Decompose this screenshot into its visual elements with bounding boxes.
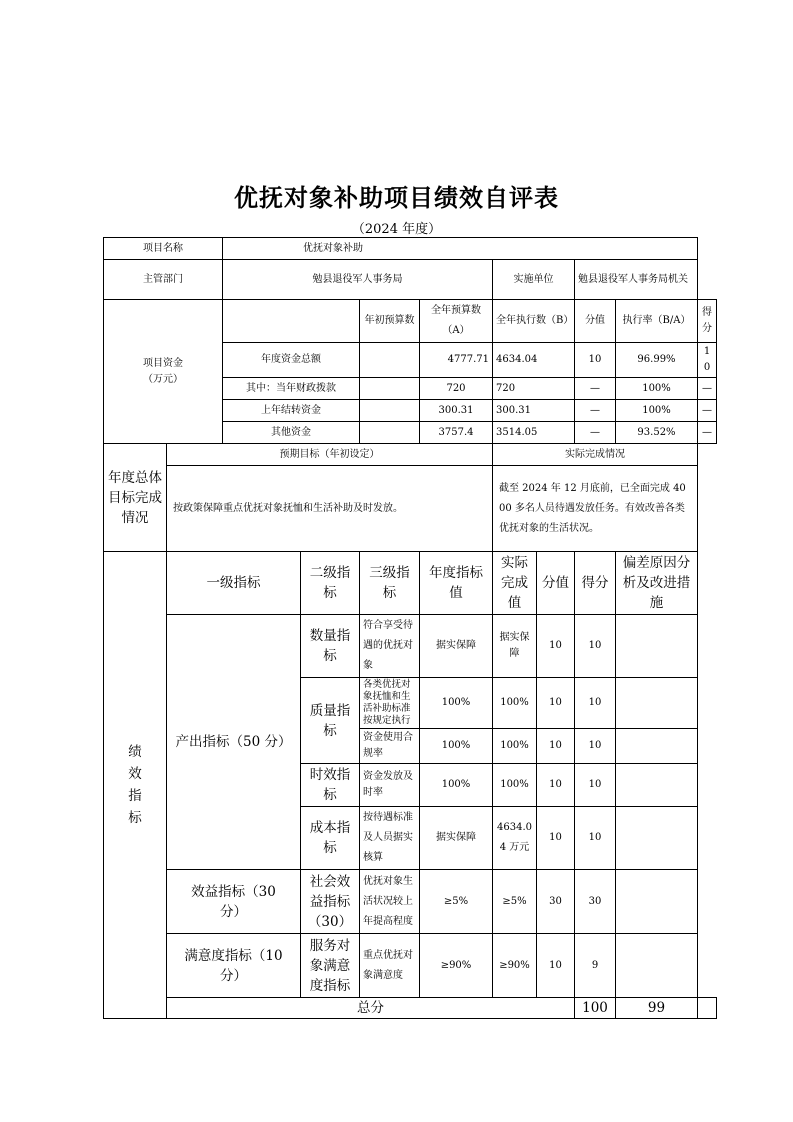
indicator-score-value: 30 (537, 870, 575, 934)
header-initial-budget: 年初预算数 (360, 300, 420, 343)
indicator-deviation (616, 934, 698, 998)
indicator-level2: 数量指标 (301, 615, 360, 678)
fund-row-score: — (698, 400, 717, 422)
fund-row-executed: 720 (493, 378, 575, 400)
header-level2: 二级指标 (301, 552, 360, 615)
benefit-indicator-row (104, 870, 717, 934)
evaluation-table (103, 237, 717, 1019)
indicator-level3: 资金发放及时率 (360, 764, 420, 807)
indicator-level3: 优抚对象生活状况较上年提高程度 (360, 870, 420, 934)
indicator-actual: 100% (493, 678, 537, 729)
indicator-level3: 符合享受待遇的优抚对象 (360, 615, 420, 678)
fund-row-score-value: 10 (575, 343, 616, 378)
indicator-actual: ≥5% (493, 870, 537, 934)
dept-value: 勉县退役军人事务局 (223, 260, 493, 300)
goals-content-row (104, 466, 717, 552)
indicator-score: 10 (575, 764, 616, 807)
fund-row-name: 其中：当年财政拨款 (223, 378, 360, 400)
fund-row-score-value: — (575, 422, 616, 444)
satisfaction-indicator-row (104, 934, 717, 998)
year-subtitle: （2024 年度） (351, 222, 442, 237)
satisfaction-indicator-group: 满意度指标（10 分） (167, 934, 301, 998)
fund-row-score: 10 (698, 343, 717, 378)
page-title: 优抚对象补助项目绩效自评表 (234, 184, 559, 212)
goals-expected-text: 按政策保障重点优抚对象抚恤和生活补助及时发放。 (167, 466, 493, 552)
funds-header-blank (223, 300, 360, 343)
indicator-level2: 时效指标 (301, 764, 360, 807)
indicator-target: 据实保障 (420, 807, 493, 870)
funds-header-row (104, 300, 717, 343)
header-executed: 全年执行数（B） (493, 300, 575, 343)
total-score-value: 100 (575, 998, 616, 1019)
indicator-deviation (616, 615, 698, 678)
indicator-score: 10 (575, 615, 616, 678)
benefit-indicator-group: 效益指标（30 分） (167, 870, 301, 934)
header-deviation: 偏差原因分析及改进措施 (616, 552, 698, 615)
indicator-deviation (616, 678, 698, 729)
indicator-level3: 按待遇标准及人员据实核算 (360, 807, 420, 870)
project-name-label: 项目名称 (104, 238, 223, 260)
fund-row-annual: 720 (420, 378, 493, 400)
fund-row-name: 年度资金总额 (223, 343, 360, 378)
header-annual-target: 年度指标值 (420, 552, 493, 615)
indicator-target: 100% (420, 729, 493, 764)
fund-row-rate: 100% (616, 378, 698, 400)
indicator-deviation (616, 870, 698, 934)
indicator-score: 10 (575, 678, 616, 729)
project-name-value: 优抚对象补助 (223, 238, 698, 260)
indicator-target: 100% (420, 764, 493, 807)
indicator-actual: 4634.04 万元 (493, 807, 537, 870)
indicator-level3: 重点优抚对象满意度 (360, 934, 420, 998)
header-rate: 执行率（B/A） (616, 300, 698, 343)
fund-row-score-value: — (575, 400, 616, 422)
total-row (104, 998, 717, 1019)
indicator-score: 10 (575, 807, 616, 870)
indicator-score-value: 10 (537, 615, 575, 678)
fund-row-annual: 4777.71 (420, 343, 493, 378)
indicator-deviation (616, 729, 698, 764)
goals-header-row (104, 444, 717, 466)
header-annual-budget: 全年预算数（A） (420, 300, 493, 343)
indicator-row (104, 615, 717, 678)
fund-row-initial (360, 343, 420, 378)
header-level1: 一级指标 (167, 552, 301, 615)
fund-row-score: — (698, 422, 717, 444)
indicator-level2: 服务对象满意度指标 (301, 934, 360, 998)
fund-row-executed: 3514.05 (493, 422, 575, 444)
fund-row-rate: 93.52% (616, 422, 698, 444)
header-actual-value: 实际完成值 (493, 552, 537, 615)
project-name-row (104, 238, 717, 260)
fund-row-name: 其他资金 (223, 422, 360, 444)
indicators-label: 绩效指标 (104, 552, 167, 1019)
indicator-score: 10 (575, 729, 616, 764)
indicator-deviation (616, 807, 698, 870)
impl-value: 勉县退役军人事务局机关 (575, 260, 698, 300)
header-score-value: 分值 (575, 300, 616, 343)
goals-expected-header: 预期目标（年初设定） (167, 444, 493, 466)
funds-label-line1: 项目资金 (143, 357, 183, 369)
funds-label-line2: （万元） (143, 373, 183, 385)
header-score: 得分 (698, 300, 717, 343)
fund-row-initial (360, 400, 420, 422)
fund-row-annual: 3757.4 (420, 422, 493, 444)
header-level3: 三级指标 (360, 552, 420, 615)
impl-label: 实施单位 (493, 260, 575, 300)
fund-row-initial (360, 378, 420, 400)
goals-actual-text: 截至 2024 年 12 月底前，已全面完成 4000 多名人员待遇发放任务。有效改善各类优抚对象的生活状况。 (493, 466, 698, 552)
total-deviation (698, 998, 717, 1019)
header-score: 得分 (575, 552, 616, 615)
department-row (104, 260, 717, 300)
indicator-target: ≥5% (420, 870, 493, 934)
fund-row-score: — (698, 378, 717, 400)
fund-row-annual: 300.31 (420, 400, 493, 422)
output-indicator-group: 产出指标（50 分） (167, 615, 301, 870)
total-label: 总分 (167, 998, 575, 1019)
fund-row-initial (360, 422, 420, 444)
funds-label (104, 300, 223, 444)
indicator-actual: 100% (493, 729, 537, 764)
indicator-level2: 成本指标 (301, 807, 360, 870)
indicator-score-value: 10 (537, 729, 575, 764)
indicator-score-value: 10 (537, 934, 575, 998)
fund-row-score-value: — (575, 378, 616, 400)
fund-row-rate: 100% (616, 400, 698, 422)
goals-label: 年度总体目标完成情况 (104, 444, 167, 552)
indicator-actual: 100% (493, 764, 537, 807)
dept-label: 主管部门 (104, 260, 223, 300)
fund-row-executed: 4634.04 (493, 343, 575, 378)
indicator-target: ≥90% (420, 934, 493, 998)
indicator-score-value: 10 (537, 678, 575, 729)
total-score: 99 (616, 998, 698, 1019)
header-score-value: 分值 (537, 552, 575, 615)
goals-actual-header: 实际完成情况 (493, 444, 698, 466)
indicator-level2: 质量指标 (301, 678, 360, 764)
indicator-deviation (616, 764, 698, 807)
fund-row-executed: 300.31 (493, 400, 575, 422)
indicator-actual: ≥90% (493, 934, 537, 998)
indicator-actual: 据实保障 (493, 615, 537, 678)
indicator-target: 100% (420, 678, 493, 729)
indicator-level3: 资金使用合规率 (360, 729, 420, 764)
indicator-score-value: 10 (537, 764, 575, 807)
indicator-level2: 社会效益指标（30） (301, 870, 360, 934)
indicator-target: 据实保障 (420, 615, 493, 678)
indicator-score-value: 10 (537, 807, 575, 870)
indicator-score: 9 (575, 934, 616, 998)
indicator-level3: 各类优抚对象抚恤和生活补助标准按规定执行 (360, 678, 420, 729)
fund-row-rate: 96.99% (616, 343, 698, 378)
indicator-score: 30 (575, 870, 616, 934)
fund-row-name: 上年结转资金 (223, 400, 360, 422)
indicators-header-row (104, 552, 717, 615)
